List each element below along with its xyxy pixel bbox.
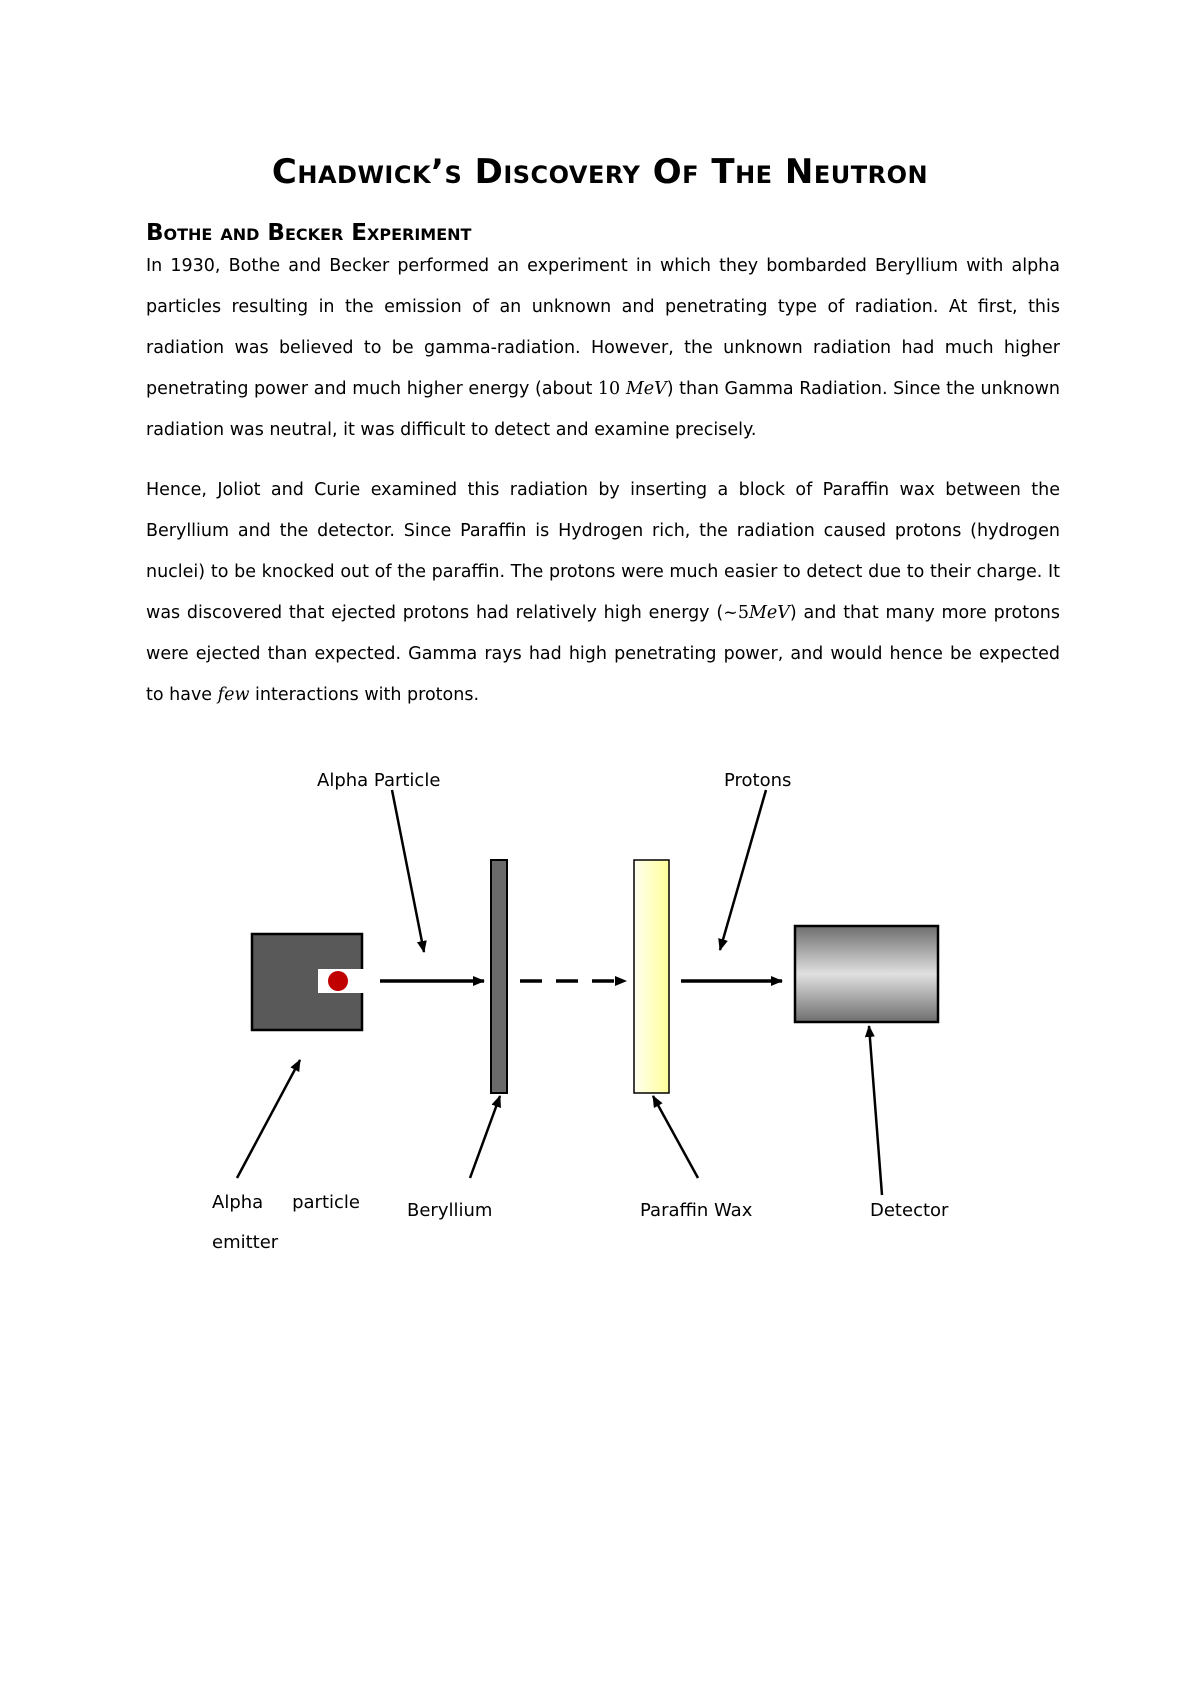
diagram-svg (0, 740, 1200, 1260)
paragraph-2-math-unit: MeV (748, 603, 790, 623)
alpha-particle-dot (328, 971, 348, 991)
paragraph-1-math-unit: MeV (625, 379, 667, 399)
label-protons: Protons (724, 770, 792, 791)
paragraph-2-math-number: ~5 (723, 603, 749, 623)
detector-pointer (869, 1026, 882, 1195)
label-beryllium: Beryllium (407, 1200, 493, 1221)
paragraph-1 (146, 246, 1060, 451)
detector-box (795, 926, 938, 1022)
label-detector: Detector (870, 1200, 949, 1221)
paragraph-2-text-b: ) and that many more protons were ejected than expected. Gamma rays had high penetrating power, and would hence be expected to have (146, 603, 1061, 705)
paragraph-2-text-c: interactions with protons. (249, 685, 480, 705)
paragraph-1-text-a: In 1930, Bothe and Becker performed an experiment in which they bombarded Beryllium with alpha particles resulting in the emission of an unknown and penetrating type of radiation. At first, this radiation was believed to be gamma-radiation. However, the unknown radiation had much higher penetrating power and much higher energy (about (146, 256, 1060, 399)
protons-pointer (720, 790, 766, 950)
label-alpha-particle: Alpha Particle (317, 770, 441, 791)
emitter-pointer (237, 1060, 300, 1178)
page-title: Chadwick’s Discovery Of The Neutron (271, 152, 929, 192)
alpha-particle-pointer (392, 790, 424, 952)
paraffin-block (634, 860, 669, 1093)
label-paraffin: Paraffin Wax (640, 1200, 753, 1221)
label-emitter: Alpha particle emitter (212, 1192, 360, 1253)
section-heading: Bothe and Becker Experiment (146, 220, 472, 246)
paragraph-2-text-a: Hence, Joliot and Curie examined this radiation by inserting a block of Paraffin wax between the Beryllium and the detector. Since Paraffin is Hydrogen rich, the radiation caused protons (hydrogen nuclei) to be knocked out of the paraffin. The protons were much easier to detect due to their charge. It was discovered that ejected protons had relatively high energy ( (146, 480, 1060, 623)
experiment-diagram (0, 740, 1200, 1260)
paragraph-2-emphasis: few (217, 685, 250, 705)
paragraph-1-math-number: 10 (597, 379, 621, 399)
paraffin-pointer (653, 1096, 698, 1178)
beryllium-plate (491, 860, 507, 1093)
paragraph-1-text-b: ) than Gamma Radiation. Since the unknown radiation was neutral, it was difficult to detect and examine precisely. (146, 379, 1060, 440)
beryllium-pointer (470, 1096, 500, 1178)
paragraph-2 (146, 470, 1060, 716)
